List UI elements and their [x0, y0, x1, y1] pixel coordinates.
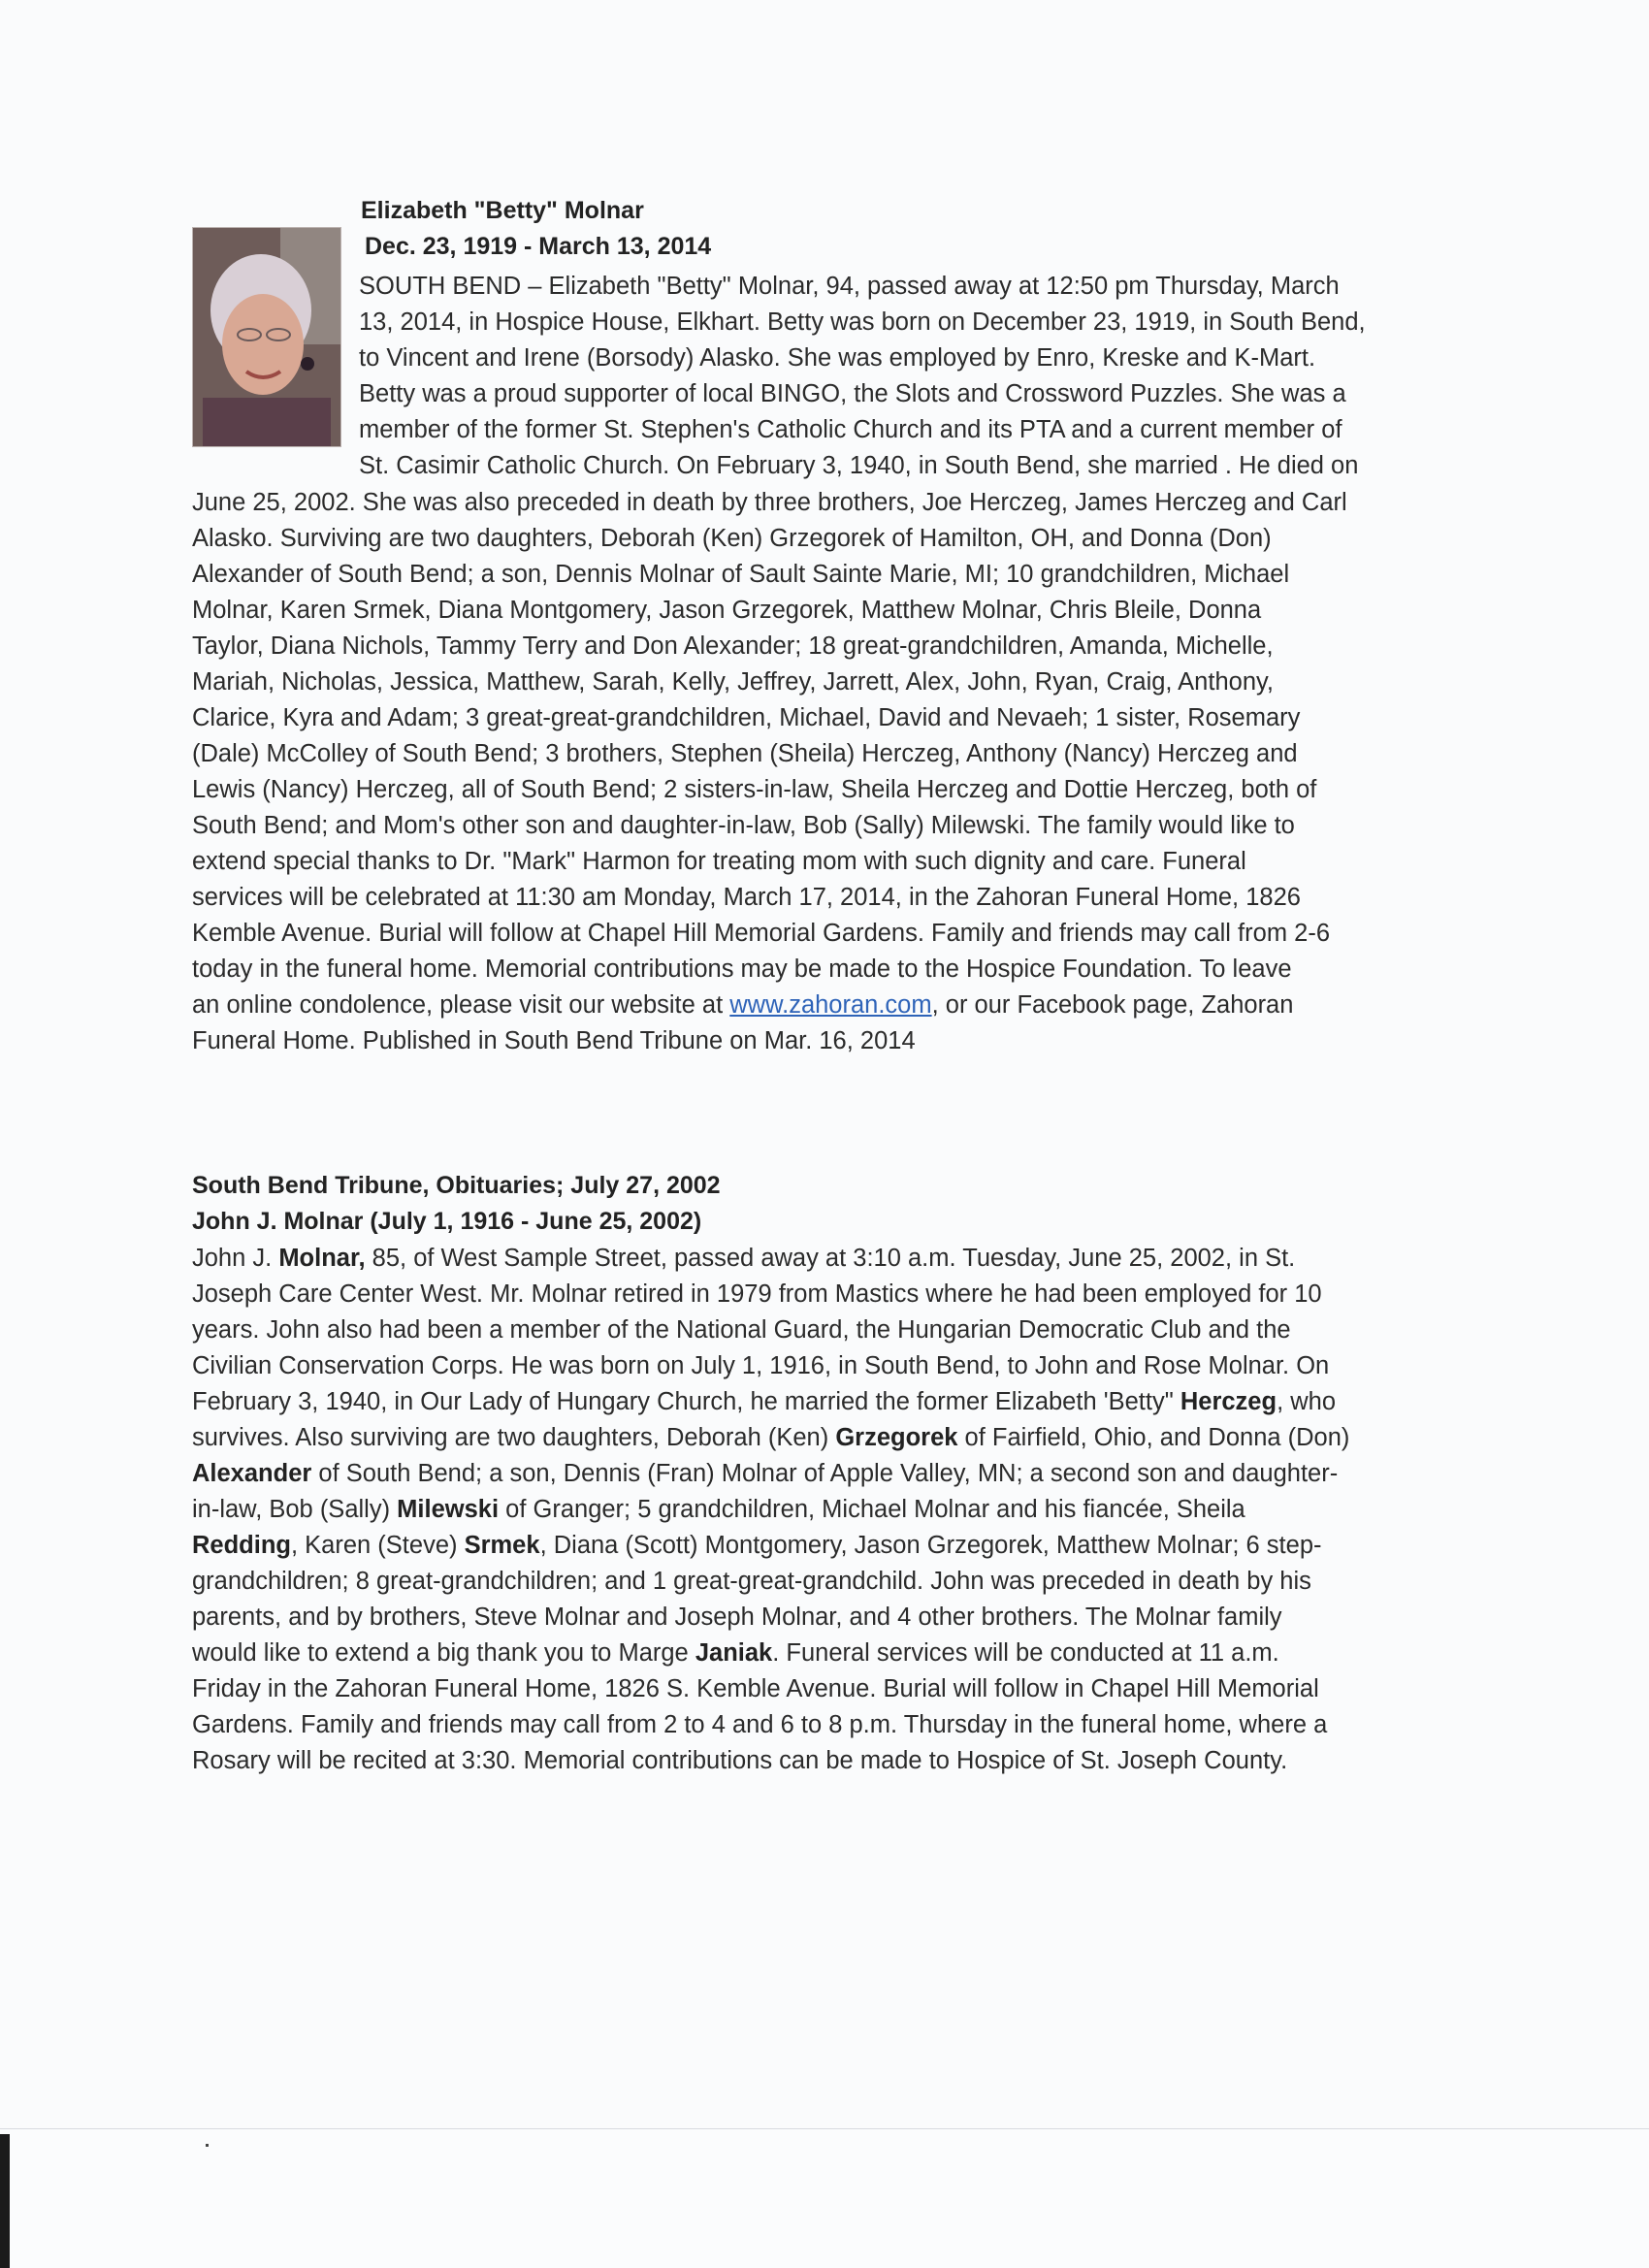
text-segment: of South Bend; a son, Dennis (Fran) Molnar of Apple Valley, MN; a second son and daughter-	[311, 1460, 1339, 1487]
text-line	[192, 1277, 1349, 1312]
text-segment: Rosary will be recited at 3:30. Memorial contributions can be made to Hospice of St. Joseph County.	[192, 1747, 1288, 1774]
text-line: June 25, 2002. She was also preceded in death by three brothers, Joe Herczeg, James Herczeg and Carl	[192, 489, 1347, 516]
bold-name-segment: Janiak	[695, 1639, 773, 1667]
text-line: today in the funeral home. Memorial contributions may be made to the Hospice Foundation. To leave	[192, 956, 1292, 983]
text-line: Taylor, Diana Nichols, Tammy Terry and Don Alexander; 18 great-grandchildren, Amanda, Michelle,	[192, 632, 1274, 660]
text-segment: of Fairfield, Ohio, and Donna (Don)	[957, 1424, 1350, 1451]
text-line: Mariah, Nicholas, Jessica, Matthew, Sarah, Kelly, Jeffrey, Jarrett, Alex, John, Ryan, Craig, Anthony,	[192, 668, 1274, 696]
text-line	[192, 1600, 1349, 1636]
text-line	[192, 1312, 1349, 1348]
text-line: Kemble Avenue. Burial will follow at Chapel Hill Memorial Gardens. Family and friends may call from 2-6	[192, 920, 1330, 947]
text-segment: Joseph Care Center West. Mr. Molnar retired in 1979 from Mastics where he had been employed for 10	[192, 1280, 1322, 1308]
scanner-edge-bar	[0, 2134, 10, 2268]
text-line	[192, 1743, 1349, 1779]
text-line	[192, 1707, 1349, 1743]
portrait-photo	[192, 227, 341, 447]
text-line	[192, 1564, 1349, 1600]
obituary-text-wide	[192, 485, 1492, 1059]
bold-name-segment: Srmek	[464, 1532, 540, 1559]
text-line: Funeral Home. Published in South Bend Tribune on Mar. 16, 2014	[192, 1027, 916, 1054]
text-line: Alasko. Surviving are two daughters, Deborah (Ken) Grzegorek of Hamilton, OH, and Donna (Don)	[192, 525, 1272, 552]
scanner-margin	[0, 2129, 1649, 2268]
text-line: SOUTH BEND – Elizabeth "Betty" Molnar, 94, passed away at 12:50 pm Thursday, March	[359, 273, 1340, 300]
text-line: extend special thanks to Dr. "Mark" Harmon for treating mom with such dignity and care. Funeral	[192, 848, 1246, 875]
text-segment: of Granger; 5 grandchildren, Michael Molnar and his fiancée, Sheila	[499, 1496, 1245, 1523]
text-line: to Vincent and Irene (Borsody) Alasko. She was employed by Enro, Kreske and K-Mart.	[359, 344, 1316, 372]
text-segment: , Diana (Scott) Montgomery, Jason Grzegorek, Matthew Molnar; 6 step-	[539, 1532, 1322, 1559]
text-line	[192, 1636, 1349, 1671]
obituary-title: John J. Molnar (July 1, 1916 - June 25, 2002)	[192, 1208, 702, 1235]
obituary-dates: Dec. 23, 1919 - March 13, 2014	[365, 233, 712, 260]
text-line: Alexander of South Bend; a son, Dennis Molnar of Sault Sainte Marie, MI; 10 grandchildren, Michael	[192, 561, 1290, 588]
bold-name-segment: Molnar,	[278, 1245, 366, 1272]
zahoran-website-link[interactable]: www.zahoran.com	[729, 991, 932, 1019]
text-line: (Dale) McColley of South Bend; 3 brothers, Stephen (Sheila) Herczeg, Anthony (Nancy) Herczeg and	[192, 740, 1298, 767]
text-line: Clarice, Kyra and Adam; 3 great-great-grandchildren, Michael, David and Nevaeh; 1 sister, Rosemary	[192, 704, 1301, 731]
text-line: services will be celebrated at 11:30 am Monday, March 17, 2014, in the Zahoran Funeral Home, 1826	[192, 884, 1301, 911]
bold-name-segment: Grzegorek	[835, 1424, 958, 1451]
text-line	[192, 1348, 1349, 1384]
text-line: St. Casimir Catholic Church. On February 3, 1940, in South Bend, she married . He died on	[359, 452, 1359, 479]
text-segment: Civilian Conservation Corps. He was born on July 1, 1916, in South Bend, to John and Rose Molnar. On	[192, 1352, 1330, 1379]
text-segment: would like to extend a big thank you to Marge	[192, 1639, 695, 1667]
obituary-john-molnar	[192, 1169, 1453, 1774]
bold-name-segment: Alexander	[192, 1460, 312, 1487]
text-line: 13, 2014, in Hospice House, Elkhart. Betty was born on December 23, 1919, in South Bend,	[359, 308, 1366, 336]
text-segment: in-law, Bob (Sally)	[192, 1496, 398, 1523]
text-line	[192, 1528, 1349, 1564]
text-line-with-link	[192, 988, 1492, 1023]
bold-name-segment: Milewski	[397, 1496, 500, 1523]
link-prefix: an online condolence, please visit our website at	[192, 991, 730, 1019]
text-segment: survives. Also surviving are two daughters, Deborah (Ken)	[192, 1424, 836, 1451]
text-line	[192, 1384, 1349, 1420]
text-line	[192, 1241, 1349, 1277]
text-segment: Gardens. Family and friends may call from 2 to 4 and 6 to 8 p.m. Thursday in the funeral home, where a	[192, 1711, 1328, 1738]
text-segment: years. John also had been a member of the National Guard, the Hungarian Democratic Club and the	[192, 1316, 1291, 1344]
text-segment: Friday in the Zahoran Funeral Home, 1826 S. Kemble Avenue. Burial will follow in Chapel Hill Memorial	[192, 1675, 1319, 1702]
obituary-name: Elizabeth "Betty" Molnar	[361, 197, 644, 224]
obituary-source: South Bend Tribune, Obituaries; July 27, 2002	[192, 1172, 721, 1199]
obituary-text	[192, 1241, 1349, 1779]
text-line: member of the former St. Stephen's Catholic Church and its PTA and a current member of	[359, 416, 1342, 443]
bold-name-segment: Redding	[192, 1532, 291, 1559]
text-line: Betty was a proud supporter of local BINGO, the Slots and Crossword Puzzles. She was a	[359, 380, 1346, 407]
text-segment: February 3, 1940, in Our Lady of Hungary Church, he married the former Elizabeth 'Betty"	[192, 1388, 1180, 1415]
text-segment: , Karen (Steve)	[291, 1532, 465, 1559]
text-segment: grandchildren; 8 great-grandchildren; and 1 great-great-grandchild. John was preceded in death by his	[192, 1568, 1311, 1595]
text-line: Molnar, Karen Srmek, Diana Montgomery, Jason Grzegorek, Matthew Molnar, Chris Bleile, Donna	[192, 597, 1262, 624]
text-line: Lewis (Nancy) Herczeg, all of South Bend; 2 sisters-in-law, Sheila Herczeg and Dottie Herczeg, both of	[192, 776, 1317, 803]
text-segment: parents, and by brothers, Steve Molnar and Joseph Molnar, and 4 other brothers. The Molnar family	[192, 1604, 1282, 1631]
scan-speck	[206, 2144, 209, 2147]
link-suffix: , or our Facebook page, Zahoran	[931, 991, 1294, 1019]
obituary-text-indented	[359, 269, 1649, 484]
text-line	[192, 1671, 1349, 1707]
text-segment: . Funeral services will be conducted at 11 a.m.	[772, 1639, 1279, 1667]
text-line	[192, 1492, 1349, 1528]
text-segment: John J.	[192, 1245, 279, 1272]
text-line	[192, 1420, 1349, 1456]
text-segment: , who	[1277, 1388, 1337, 1415]
text-line	[192, 1456, 1349, 1492]
text-line: South Bend; and Mom's other son and daughter-in-law, Bob (Sally) Milewski. The family would like to	[192, 812, 1295, 839]
text-segment: 85, of West Sample Street, passed away at 3:10 a.m. Tuesday, June 25, 2002, in St.	[365, 1245, 1296, 1272]
bold-name-segment: Herczeg	[1180, 1388, 1277, 1415]
